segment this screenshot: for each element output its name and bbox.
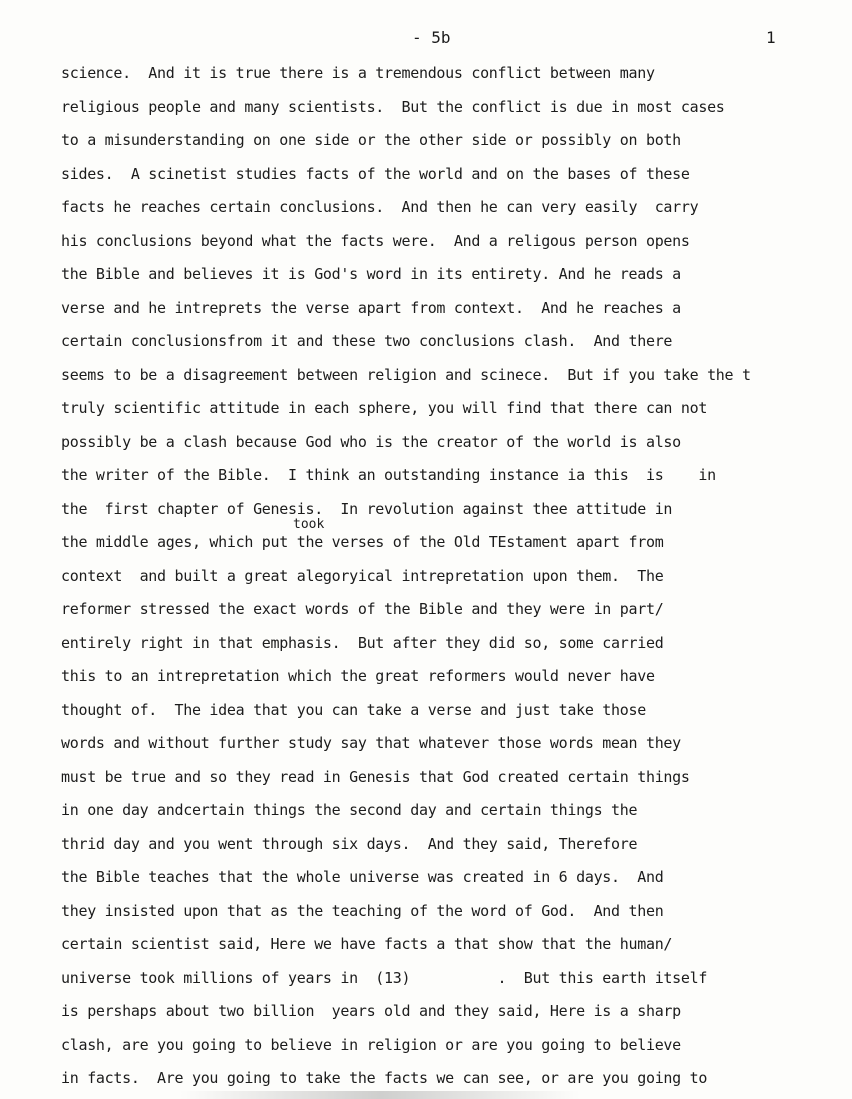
text-line: facts he reaches certain conclusions. And then he can very easily carry — [61, 198, 699, 216]
page-number: 1 — [766, 28, 776, 47]
text-line: the Bible and believes it is God's word in its entirety. And he reads a — [61, 265, 681, 283]
body-text — [61, 63, 851, 1099]
scan-smudge — [180, 1091, 580, 1099]
text-line: possibly be a clash because God who is the creator of the world is also — [61, 432, 681, 451]
text-line: the middle ages, which put the verses of the Old TEstament apart from — [61, 533, 664, 551]
text-line: his conclusions beyond what the facts were. And a religous person opens — [61, 231, 690, 250]
text-line: is pershaps about two billion years old and they said, Here is a sharp — [61, 1002, 681, 1020]
page-marker: - 5b — [412, 28, 451, 47]
text-line: the Bible teaches that the whole universe was created in 6 days. And — [61, 868, 664, 886]
text-line: must be true and so they read in Genesis that God created certain things — [61, 767, 690, 786]
text-line: clash, are you going to believe in religion or are you going to believe — [61, 1035, 681, 1054]
interlinear-insertion: took — [293, 517, 325, 532]
text-line: to a misunderstanding on one side or the other side or possibly on both — [61, 131, 681, 149]
text-line: thrid day and you went through six days. And they said, Therefore — [61, 834, 638, 853]
text-line: universe took millions of years in (13) . But this earth itself — [61, 968, 708, 987]
text-line: verse and he intreprets the verse apart from context. And he reaches a — [61, 298, 681, 317]
text-line: certain conclusionsfrom it and these two conclusions clash. And there — [61, 332, 673, 350]
text-line: in one day andcertain things the second day and certain things the — [61, 801, 638, 819]
text-line: the writer of the Bible. I think an outstanding instance ia this is in — [61, 466, 716, 484]
text-line: reformer stressed the exact words of the Bible and they were in part/ — [61, 600, 664, 618]
text-line: context and built a great alegoryical intrepretation upon them. The — [61, 566, 664, 585]
text-line: sides. A scinetist studies facts of the world and on the bases of these — [61, 164, 690, 183]
text-line: words and without further study say that whatever those words mean they — [61, 734, 681, 752]
text-line: entirely right in that emphasis. But after they did so, some carried — [61, 633, 664, 652]
text-line: science. And it is true there is a tremendous conflict between many — [61, 64, 655, 82]
text-line: truly scientific attitude in each sphere, you will find that there can not — [61, 399, 708, 417]
text-line: they insisted upon that as the teaching of the word of God. And then — [61, 901, 664, 920]
text-line: the first chapter of Genesis. In revolution against thee attitude in — [61, 499, 673, 518]
text-line: this to an intrepretation which the great reformers would never have — [61, 667, 655, 685]
text-line: religious people and many scientists. But the conflict is due in most cases — [61, 97, 725, 116]
text-line: thought of. The idea that you can take a verse and just take those — [61, 700, 646, 719]
text-line: seems to be a disagreement between religion and scinece. But if you take the t — [61, 365, 751, 384]
text-line: certain scientist said, Here we have facts a that show that the human/ — [61, 935, 673, 953]
text-line: in facts. Are you going to take the facts we can see, or are you going to — [61, 1069, 708, 1087]
